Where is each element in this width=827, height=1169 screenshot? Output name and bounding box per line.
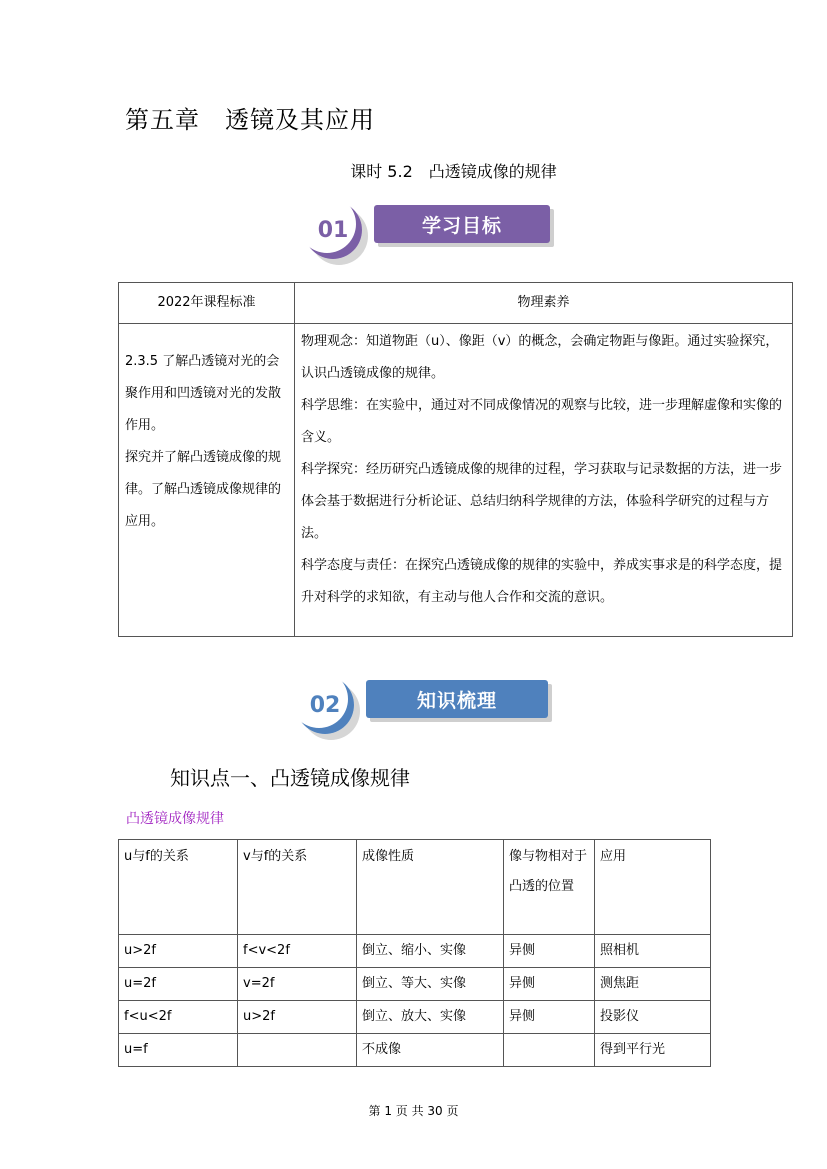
lesson-title: 课时 5.2 凸透镜成像的规律: [350, 162, 557, 181]
table-cell: u>2f: [238, 1001, 357, 1034]
physics-literacy-cell: [295, 324, 793, 637]
page-footer: 第 1 页 共 30 页: [368, 1104, 459, 1118]
table-cell: 异侧: [504, 1001, 595, 1034]
table-cell: [238, 1034, 357, 1067]
table-cell: [504, 1034, 595, 1067]
table-cell: 不成像: [357, 1034, 504, 1067]
literacy-line: 科学态度与责任：在探究凸透镜成像的规律的实验中，养成实事求是的科学态度，提升对科学的求知欲，有主动与他人合作和交流的意识。: [301, 558, 783, 605]
banner-label: 知识梳理: [366, 680, 548, 718]
table-header: 应用: [595, 840, 711, 935]
chapter-title: 第五章 透镜及其应用: [125, 106, 375, 134]
table-cell: u=f: [119, 1034, 238, 1067]
table-cell: 倒立、放大、实像: [357, 1001, 504, 1034]
standard-line: 探究并了解凸透镜成像的规律。了解凸透镜成像规律的应用。: [125, 450, 282, 529]
section-banner-goals: [304, 201, 554, 263]
table-header: 物理素养: [295, 283, 793, 324]
table-cell: 得到平行光: [595, 1034, 711, 1067]
table-header: 像与物相对于凸透的位置: [504, 840, 595, 935]
knowledge-point-title: 知识点一、凸透镜成像规律: [170, 766, 410, 790]
table-cell: 测焦距: [595, 968, 711, 1001]
table-row: [119, 1034, 711, 1067]
literacy-line: 科学思维：在实验中，通过对不同成像情况的观察与比较，进一步理解虚像和实像的含义。: [301, 398, 783, 445]
curriculum-standard-cell: [119, 324, 295, 637]
literacy-line: 物理观念：知道物距（u）、像距（v）的概念，会确定物距与像距。通过实验探究，认识凸透镜成像的规律。: [301, 334, 779, 381]
table-cell: 异侧: [504, 968, 595, 1001]
table-cell: u=2f: [119, 968, 238, 1001]
table-cell: f<v<2f: [238, 935, 357, 968]
banner-number: 02: [296, 676, 354, 734]
imaging-rules-table: [118, 839, 711, 1067]
table-header: 成像性质: [357, 840, 504, 935]
table-row: [119, 968, 711, 1001]
knowledge-point-subtitle: 凸透镜成像规律: [126, 811, 224, 827]
table-header: 2022年课程标准: [119, 283, 295, 324]
banner-label: 学习目标: [374, 205, 550, 243]
section-banner-knowledge: [296, 676, 556, 738]
table-cell: v=2f: [238, 968, 357, 1001]
table-header: u与f的关系: [119, 840, 238, 935]
table-cell: 倒立、等大、实像: [357, 968, 504, 1001]
table-header: v与f的关系: [238, 840, 357, 935]
learning-goals-table: [118, 282, 793, 637]
table-cell: 投影仪: [595, 1001, 711, 1034]
literacy-line: 科学探究：经历研究凸透镜成像的规律的过程，学习获取与记录数据的方法，进一步体会基于数据进行分析论证、总结归纳科学规律的方法，体验科学研究的过程与方法。: [301, 462, 783, 541]
table-row: [119, 935, 711, 968]
table-cell: f<u<2f: [119, 1001, 238, 1034]
table-cell: 异侧: [504, 935, 595, 968]
banner-number: 01: [304, 201, 362, 259]
table-row: [119, 1001, 711, 1034]
table-cell: u>2f: [119, 935, 238, 968]
table-cell: 倒立、缩小、实像: [357, 935, 504, 968]
standard-line: 2.3.5 了解凸透镜对光的会聚作用和凹透镜对光的发散作用。: [125, 354, 282, 433]
table-cell: 照相机: [595, 935, 711, 968]
